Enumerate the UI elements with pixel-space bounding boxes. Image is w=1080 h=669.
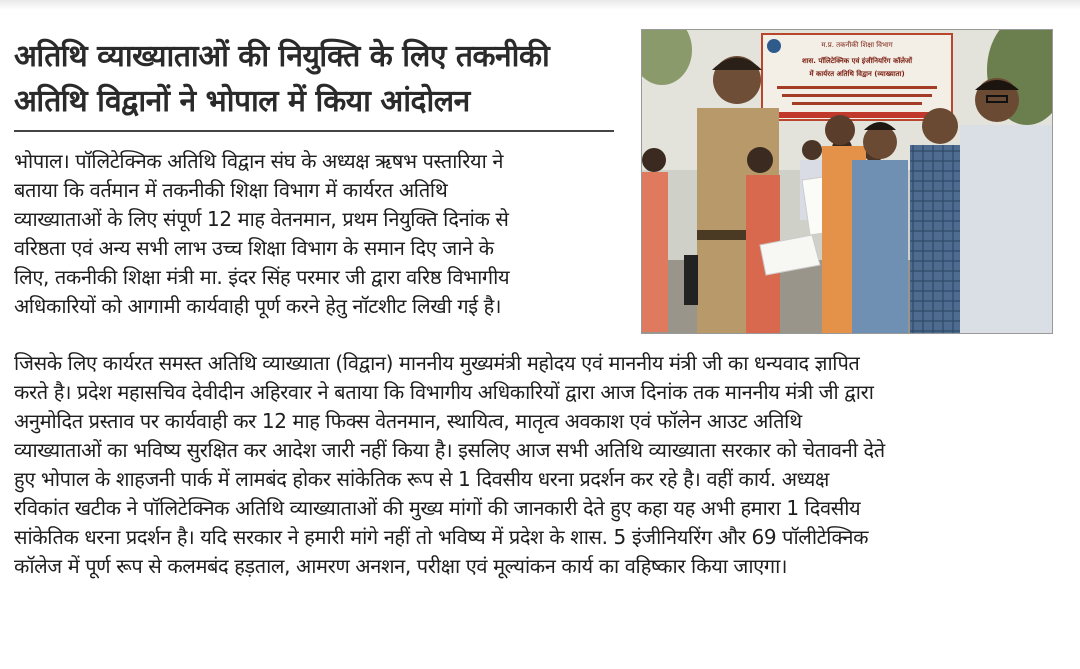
article-line: भोपाल। पॉलिटेक्निक अतिथि विद्वान संघ के अध्यक्ष ऋषभ पस्तारिया ने — [14, 149, 504, 173]
page-top-strip — [0, 0, 1080, 10]
headline — [14, 34, 614, 124]
article-line: व्याख्याताओं के लिए संपूर्ण 12 माह वेतनमान, प्रथम नियुक्ति दिनांक से — [14, 207, 509, 231]
photo-illustration — [642, 30, 1052, 333]
article-full-width-text — [14, 349, 1064, 581]
banner-line-1: म.प्र. तकनीकी शिक्षा विभाग — [821, 41, 893, 49]
emblem-icon — [767, 39, 781, 53]
article-line: बताया कि वर्तमान में तकनीकी शिक्षा विभाग में कार्यरत अतिथि — [14, 178, 448, 202]
banner-line-3: में कार्यरत अतिथि विद्वान (व्याख्याता) — [809, 70, 905, 78]
article-line: करते है। प्रदेश महासचिव देवीदीन अहिरवार ने बताया कि विभागीय अधिकारियों द्वारा आज दिनांक तक माननीय मंत्री जी द्वारा — [14, 380, 874, 404]
article-line: कॉलेज में पूर्ण रूप से कलमबंद हड़ताल, आमरण अनशन, परीक्षा एवं मूल्यांकन कार्य का वहिष्कार किया जाएगा। — [14, 554, 788, 578]
article-line: रविकांत खटीक ने पॉलिटेक्निक अतिथि व्याख्याताओं की मुख्य मांगों की जानकारी देते हुए कहा यह अभी हमारा 1 दिवसीय — [14, 496, 861, 520]
article-line: लिए, तकनीकी शिक्षा मंत्री मा. इंदर सिंह परमार जी द्वारा वरिष्ठ विभागीय — [14, 265, 510, 289]
article-line: अधिकारियों को आगामी कार्यवाही पूर्ण करने हेतु नॉटशीट लिखी गई है। — [14, 294, 502, 318]
headline-line-2: अतिथि विद्वानों ने भोपाल में किया आंदोलन — [14, 84, 470, 119]
article-line: सांकेतिक धरना प्रदर्शन है। यदि सरकार ने हमारी मांगे नहीं तो भविष्य में प्रदेश के शास. 5 इंजीनियरिंग और 69 पॉलीटेक्निक — [14, 525, 869, 549]
article-line: अनुमोदित प्रस्ताव पर कार्यवाही कर 12 माह फिक्स वेतनमान, स्थायित्व, मातृत्व अवकाश एवं फॉलेन आउट अतिथि — [14, 409, 802, 433]
article-line: वरिष्ठता एवं अन्य सभी लाभ उच्च शिक्षा विभाग के समान दिए जाने के — [14, 236, 494, 260]
news-photo — [641, 29, 1053, 334]
article-line: जिसके लिए कार्यरत समस्त अतिथि व्याख्याता (विद्वान) माननीय मुख्यमंत्री महोदय एवं माननीय मंत्री जी का धन्यवाद ज्ञापित — [14, 351, 860, 375]
headline-divider — [14, 130, 614, 132]
article-line: व्याख्याताओं का भविष्य सुरक्षित कर आदेश जारी नहीं किया है। इसलिए आज सभी अतिथि व्याख्याता सरकार को चेतावनी देते — [14, 438, 885, 462]
article-line: हुए भोपाल के शाहजनी पार्क में लामबंद होकर सांकेतिक रूप से 1 दिवसीय धरना प्रदर्शन कर रहे है। वहीं कार्य. अध्यक्ष — [14, 467, 829, 491]
article-column-text — [14, 147, 632, 321]
banner-line-2: शास. पॉलिटेक्निक एवं इंजीनियरिंग कॉलेजों — [801, 57, 913, 65]
headline-line-1: अतिथि व्याख्याताओं की नियुक्ति के लिए तकनीकी — [14, 39, 550, 74]
